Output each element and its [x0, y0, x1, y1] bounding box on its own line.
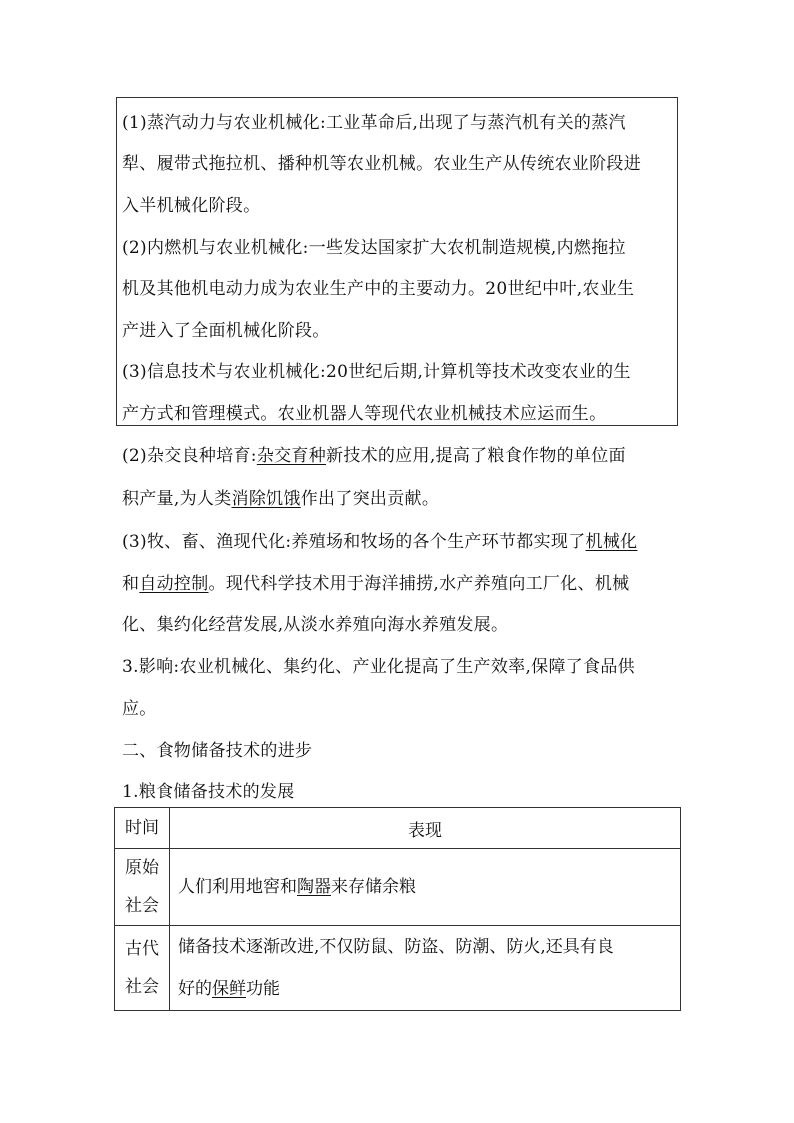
underlined-term: 消除饥饿	[231, 489, 301, 509]
livestock-line2: 和自动控制。现代科学技术用于海洋捕捞,水产养殖向工厂化、机械	[122, 574, 630, 594]
underlined-term: 保鲜	[212, 979, 246, 999]
box-p2-line3: 产进入了全面机械化阶段。	[122, 321, 330, 341]
box-p1-line3: 入半机械化阶段。	[122, 196, 261, 216]
section-title: 二、食物储备技术的进步	[122, 741, 313, 761]
box-p3-line1: (3)信息技术与农业机械化:20世纪后期,计算机等技术改变农业的生	[122, 362, 631, 382]
livestock-line3: 化、集约化经营发展,从淡水养殖向海水养殖发展。	[122, 615, 509, 635]
box-p2-line2: 机及其他机电动力成为农业生产中的主要动力。20世纪中叶,农业生	[122, 279, 635, 299]
table-row	[115, 849, 681, 926]
row-time-cell: 古代 社会	[115, 926, 170, 1011]
impact-line1: 3.影响:农业机械化、集约化、产业化提高了生产效率,保障了食品供	[122, 657, 635, 677]
impact-line2: 应。	[122, 699, 157, 719]
box-p3-line2: 产方式和管理模式。农业机器人等现代农业机械技术应运而生。	[122, 404, 607, 424]
table-header-row	[115, 808, 681, 849]
hybrid-line1: (2)杂交良种培育:杂交育种新技术的应用,提高了粮食作物的单位面	[122, 446, 626, 466]
underlined-term: 自动控制	[139, 574, 209, 594]
grain-storage-table	[114, 807, 681, 1011]
header-time: 时间	[115, 808, 170, 849]
underlined-term: 杂交育种	[256, 446, 327, 466]
box-p1-line2: 犁、履带式拖拉机、播种机等农业机械。农业生产从传统农业阶段进	[122, 154, 641, 174]
box-p2-line1: (2)内燃机与农业机械化:一些发达国家扩大农机制造规模,内燃拖拉	[122, 238, 626, 258]
table-row	[115, 926, 681, 1011]
underlined-term: 陶器	[297, 877, 331, 897]
header-performance: 表现	[170, 808, 681, 849]
hybrid-line2: 积产量,为人类消除饥饿作出了突出贡献。	[122, 489, 440, 509]
row-performance-cell: 人们利用地窖和陶器来存储余粮	[170, 849, 681, 926]
row-performance-cell: 储备技术逐渐改进,不仅防鼠、防盗、防潮、防火,还具有良 好的保鲜功能	[170, 926, 681, 1011]
box-p1-line1: (1)蒸汽动力与农业机械化:工业革命后,出现了与蒸汽机有关的蒸汽	[122, 113, 626, 133]
livestock-line1: (3)牧、畜、渔现代化:养殖场和牧场的各个生产环节都实现了机械化	[122, 532, 638, 552]
subsection-title: 1.粮食储备技术的发展	[122, 782, 295, 802]
underlined-term: 机械化	[585, 532, 638, 552]
row-time-cell: 原始 社会	[115, 849, 170, 926]
